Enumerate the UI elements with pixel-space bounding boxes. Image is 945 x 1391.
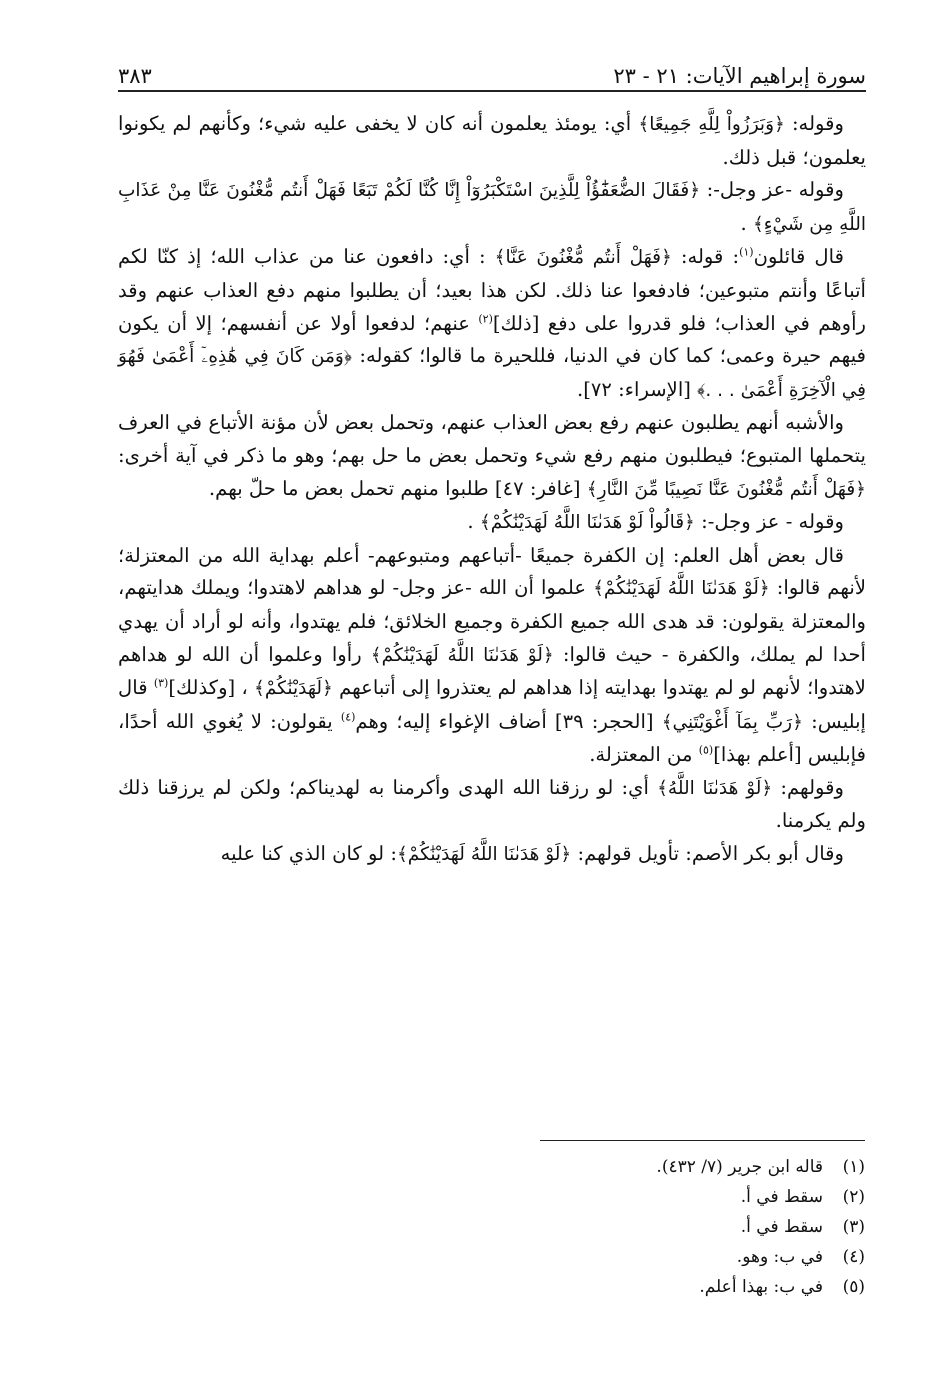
- text-segment: .: [740, 211, 753, 235]
- text-segment: وقوله -عز وجل-:: [700, 178, 844, 202]
- paragraph: [118, 540, 866, 772]
- quran-quote: ﴿لَوْ هَدَىٰنَا اللَّهُ لَهَدَيْنَٰكُمْ﴾: [370, 644, 554, 666]
- quran-quote: ﴿رَبِّ بِمَآ أَغْوَيْتَنِي﴾: [661, 711, 803, 733]
- text-segment: : لو كان الذي كنا عليه: [220, 842, 397, 866]
- text-segment: قال بعض أهل العلم: إن الكفرة جميعًا -أتباعهم ومتبوعهم- أعلم بهداية الله من المعتزلة؛ لأنهم قالوا:: [118, 543, 866, 600]
- footnote-number: (٣): [842, 1217, 865, 1237]
- text-segment: [الإسراء: ٧٢].: [577, 377, 698, 401]
- footnote-number: (٥): [842, 1277, 865, 1297]
- quran-quote: ﴿لَوْ هَدَىٰنَا اللَّهُ لَهَدَيْنَٰكُمْ﴾: [396, 844, 572, 866]
- quran-quote: ﴿فَهَلْ أَنتُم مُّغْنُونَ عَنَّا﴾: [494, 247, 672, 269]
- text-segment: وقوله - عز وجل-:: [694, 510, 844, 534]
- quran-quote: ﴿فَقَالَ الضُّعَفَٰٓؤُاْ لِلَّذِينَ اسْتَكْبَرُوٓاْ إِنَّا كُنَّا لَكُمْ تَبَعًا فَهَلْ أَنتُم مُّغْنُونَ عَنَّا مِنْ عَذَابِ اللَّهِ مِن شَيْءٍ﴾: [118, 180, 866, 235]
- paragraph: [118, 241, 866, 407]
- text-segment: ، [وكذلك]: [168, 676, 255, 700]
- footnote-marker: (٥): [698, 743, 714, 757]
- quran-quote: ﴿وَبَرَزُواْ لِلَّهِ جَمِيعًا﴾: [638, 114, 785, 135]
- quran-quote: ﴿فَهَلْ أَنتُم مُّغْنُونَ عَنَّا نَصِيبًا مِّنَ النَّارِ﴾: [586, 478, 866, 500]
- text-segment: وقال أبو بكر الأصم: تأويل قولهم:: [571, 842, 844, 866]
- header-rule: [118, 90, 866, 92]
- quran-quote: ﴿قَالُواْ لَوْ هَدَىٰنَا اللَّهُ لَهَدَيْنَٰكُمْ﴾: [479, 512, 695, 534]
- footnote-text: قاله ابن جرير (٧/ ٤٣٢).: [656, 1157, 823, 1177]
- quran-quote: ﴿وَمَن كَانَ فِي هَٰذِهِۦٓ أَعْمَىٰ فَهُوَ فِي الْآخِرَةِ أَعْمَىٰ . . .﴾: [118, 346, 866, 401]
- text-segment: يقولون: لا يُغوي الله أحدًا، فإبليس [أعلم بهذا]: [118, 709, 866, 767]
- text-segment: أي: يومئذ يعلمون أنه كان لا يخفى عليه شيء؛ وكأنهم لم يكونوا يعلمون؛ قبل ذلك.: [118, 112, 866, 169]
- text-segment: من المعتزلة.: [589, 743, 699, 767]
- text-segment: علموا أن الله -عز وجل- لو هداهم لاهتدوا؛ ويملك هدايتهم، والمعتزلة يقولون: قد هدى الله جميع الكفرة وجميع الخلائق؛ فلم يهتدوا، وأنه لو أراد أن يهدي أحدا لم يملك، والكفرة - حيث قالوا:: [118, 576, 866, 666]
- text-segment: .: [467, 510, 480, 534]
- text-segment: [غافر: ٤٧] طلبوا منهم تحمل بعض ما حلّ بهم.: [208, 476, 587, 500]
- text-segment: [الحجر: ٣٩] أضاف الإغواء إليه؛ وهم: [355, 709, 662, 733]
- main-text: [118, 108, 866, 872]
- footnote-text: سقط في أ.: [740, 1217, 823, 1237]
- text-segment: وقوله:: [784, 112, 844, 135]
- footnote-text: في ب: وهو.: [736, 1247, 823, 1267]
- footnote-number: (٢): [842, 1187, 865, 1207]
- footnote-item: [365, 1242, 865, 1272]
- footnote-text: في ب: بهذا أعلم.: [699, 1277, 823, 1297]
- text-segment: رأوا وعلموا أن الله لو هداهم لاهتدوا؛ لأنهم لو لم يهتدوا بهدايته إذا هداهم لم يعتذروا إلى أتباعهم: [118, 642, 866, 700]
- header-title: سورة إبراهيم الآيات: ٢١ - ٢٣: [613, 64, 866, 88]
- paragraph: [118, 838, 866, 872]
- footnote-item: [365, 1182, 865, 1212]
- footnote-marker: (٣): [153, 676, 169, 690]
- page-number: ٣٨٣: [118, 64, 152, 88]
- text-segment: قال إبليس:: [118, 676, 866, 733]
- paragraph: [118, 506, 866, 540]
- text-segment: عنهم؛ لدفعوا أولا عن أنفسهم؛ إلا أن يكون فيهم حيرة وعمى؛ كما كان في الدنيا، فللحيرة ما قالوا؛ كقوله:: [118, 311, 866, 368]
- footnote-marker: (١): [739, 245, 754, 259]
- footnote-item: [365, 1152, 865, 1182]
- paragraph: [118, 407, 866, 506]
- footnote-number: (٤): [842, 1247, 865, 1267]
- footnotes: [365, 1152, 865, 1302]
- footnote-text: سقط في أ.: [740, 1187, 823, 1207]
- quran-quote: ﴿لَهَدَيْنَٰكُمْ﴾: [254, 678, 333, 700]
- text-segment: أي: لو رزقنا الله الهدى وأكرمنا به لهديناكم؛ ولكن لم يرزقنا ذلك ولم يكرمنا.: [118, 775, 866, 833]
- footnote-item: [365, 1212, 865, 1242]
- quran-quote: ﴿لَوْ هَدَىٰنَا اللَّهُ﴾: [657, 777, 773, 799]
- footnote-marker: (٢): [478, 312, 493, 326]
- text-segment: وقولهم:: [772, 775, 844, 799]
- footnote-item: [365, 1272, 865, 1302]
- text-segment: : أي: دافعون عنا من عذاب الله؛ إذ كنّا لكم أتباعًا وأنتم متبوعين؛ فادفعوا عنا ذلك. لكن هذا بعيد؛ أن يطلبوا منهم دفع العذاب عنهم وقد رأوهم في العذاب؛ فلو قدروا على دفع [ذلك]: [118, 245, 866, 335]
- paragraph: [118, 772, 866, 838]
- text-segment: قال قائلون: [753, 245, 844, 269]
- text-segment: : قوله:: [671, 245, 740, 269]
- footnote-number: (١): [842, 1157, 865, 1177]
- running-header: [118, 52, 866, 88]
- paragraph: [118, 174, 866, 241]
- text-segment: والأشبه أنهم يطلبون عنهم رفع بعض العذاب عنهم، وتحمل بعض لأن مؤنة الأتباع في العرف يتحملها المتبوع؛ فيطلبون منهم رفع شيء وتحمل بعض ما حل بهم؛ وهو ما ذكر في آية أخرى:: [118, 411, 866, 467]
- footnote-rule: [540, 1140, 865, 1141]
- paragraph: [118, 108, 866, 174]
- quran-quote: ﴿لَوْ هَدَىٰنَا اللَّهُ لَهَدَيْنَٰكُمْ﴾: [593, 578, 770, 600]
- footnote-marker: (٤): [340, 710, 356, 724]
